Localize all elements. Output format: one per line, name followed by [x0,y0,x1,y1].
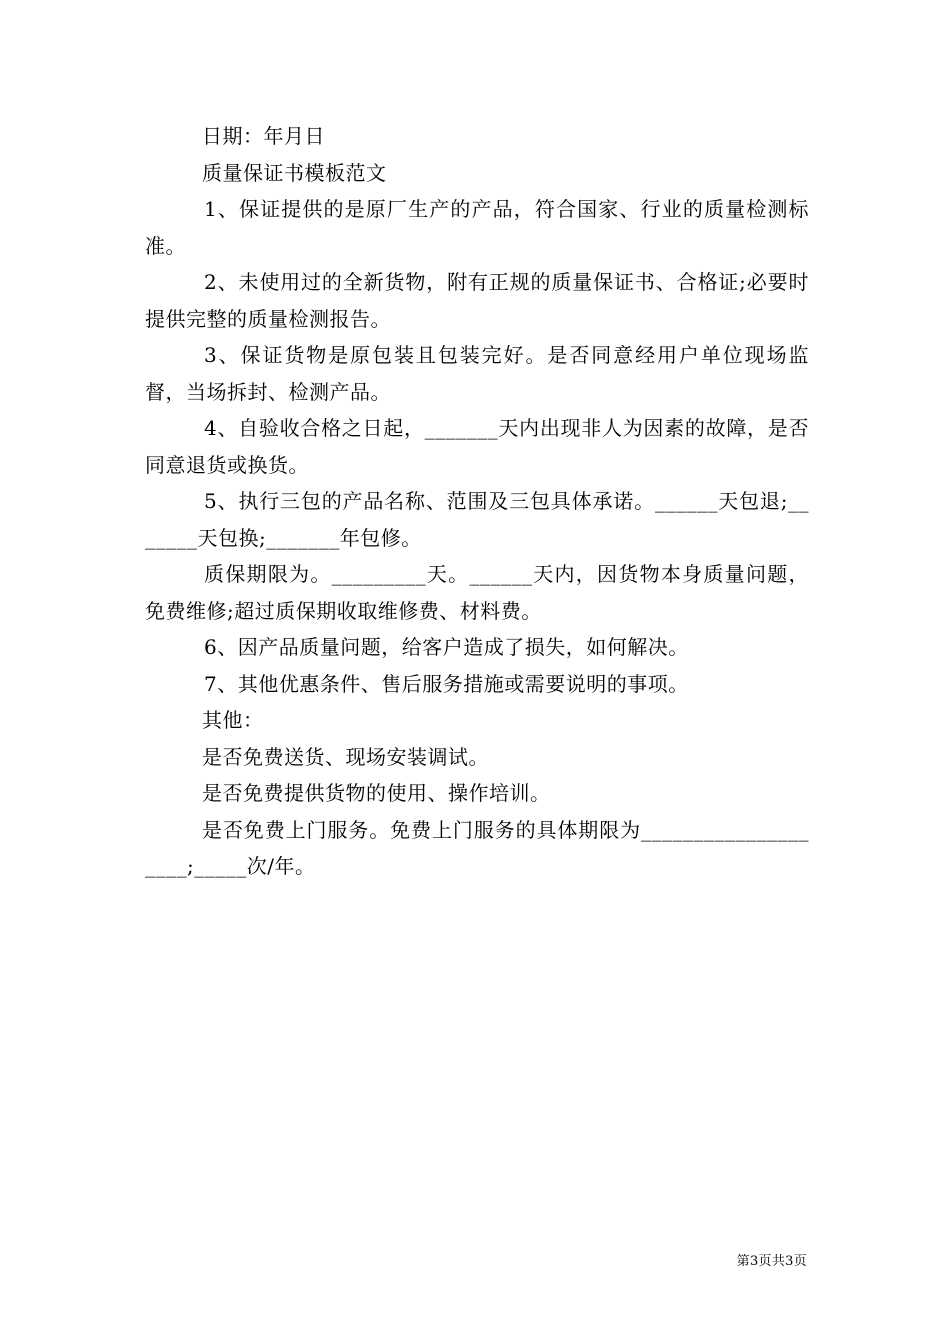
paragraph-7: 7、其他优惠条件、售后服务措施或需要说明的事项。 [204,671,689,696]
paragraph-5: 5、执行三包的产品名称、范围及三包具体承诺。______天包退;_______天包换;_______年包修。 [145,489,809,550]
paragraph-3: 3、保证货物是原包装且包装完好。是否同意经用户单位现场监督，当场拆封、检测产品。 [145,343,809,404]
paragraph-2: 2、未使用过的全新货物，附有正规的质量保证书、合格证;必要时提供完整的质量检测报告。 [145,270,809,331]
paragraph-1: 1、保证提供的是原厂生产的产品，符合国家、行业的质量检测标准。 [145,197,809,258]
paragraph-free-delivery: 是否免费送货、现场安装调试。 [202,744,489,769]
paragraph-warranty-period: 质保期限为。_________天。______天内，因货物本身质量问题，免费维修;超过质保期收取维修费、材料费。 [145,562,809,623]
paragraph-free-training: 是否免费提供货物的使用、操作培训。 [202,781,551,805]
document-body [145,118,809,885]
date-line: 日期：年月日 [202,124,325,148]
page-number: 第3页共3页 [736,1254,807,1269]
paragraph-free-service: 是否免费上门服务。免费上门服务的具体期限为____________________;_____次/年。 [145,817,809,878]
paragraph-other-heading: 其他： [202,708,264,732]
paragraph-6: 6、因产品质量问题，给客户造成了损失，如何解决。 [204,635,689,659]
document-title: 质量保证书模板范文 [202,160,387,185]
paragraph-4: 4、自验收合格之日起，_______天内出现非人为因素的故障，是否同意退货或换货。 [145,416,809,477]
